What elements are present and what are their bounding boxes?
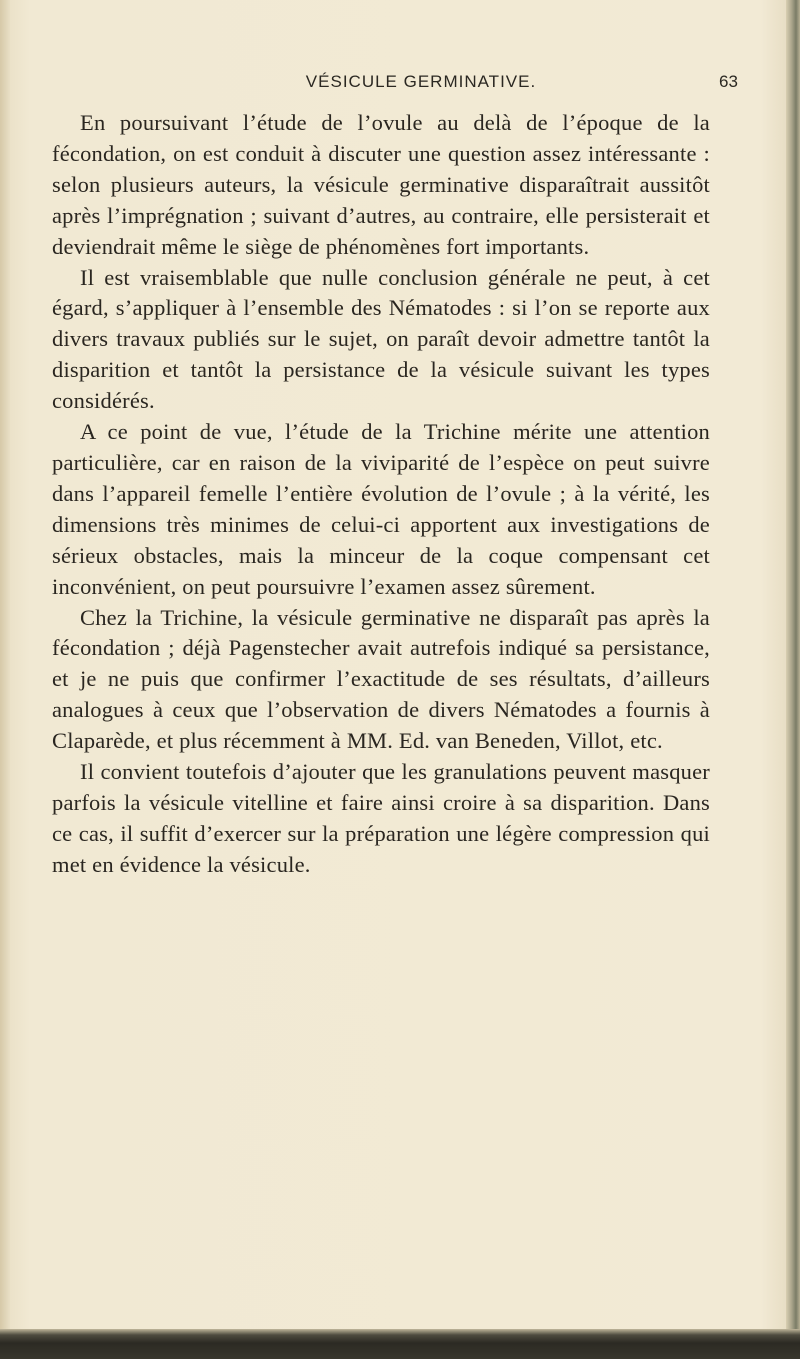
page-left-edge <box>0 0 10 1359</box>
paragraph: En poursuivant l’étude de l’ovule au delà de l’époque de la fécondation, on est conduit à discuter une question assez intéressante : selon plusieurs auteurs, la vésicule germinative disparaîtrait aussitôt après l’imprégnation ; suivant d’autres, au contraire, elle persisterait et deviendrait même le siège de phénomènes fort importants. <box>52 110 710 259</box>
page-header <box>68 72 788 96</box>
page-number: 63 <box>719 72 738 91</box>
paragraph: Il convient toutefois d’ajouter que les granulations peuvent masquer parfois la vésicule vitelline et faire ainsi croire à sa disparition. Dans ce cas, il suffit d’exercer sur la préparation une légère compression qui met en évidence la vésicule. <box>52 759 710 877</box>
page-bottom-shadow <box>0 1329 800 1359</box>
paragraph: A ce point de vue, l’étude de la Trichine mérite une attention particulière, car en raison de la viviparité de l’espèce on peut suivre dans l’appareil femelle l’entière évolution de l’ovule ; à la vérité, les dimensions très minimes de celui-ci apportent aux investigations de sérieux obstacles, mais la minceur de la coque compensant cet inconvénient, on peut poursuivre l’examen assez sûrement. <box>52 419 710 599</box>
body-text <box>52 108 710 881</box>
page-binding-edge <box>786 0 800 1359</box>
running-head: VÉSICULE GERMINATIVE. <box>305 72 537 91</box>
paragraph: Chez la Trichine, la vésicule germinative ne disparaît pas après la fécondation ; déjà Pagenstecher avait autrefois indiqué sa persistance, et je ne puis que confirmer l’exactitude de ses résultats, d’ailleurs analogues à ceux que l’observation de divers Nématodes a fournis à Claparède, et plus récemment à MM. Ed. van Beneden, Villot, etc. <box>52 604 710 754</box>
paragraph: Il est vraisemblable que nulle conclusion générale ne peut, à cet égard, s’appliquer à l’ensemble des Nématodes : si l’on se reporte aux divers travaux publiés sur le sujet, on paraît devoir admettre tantôt la disparition et tantôt la persistance de la vésicule suivant les types considérés. <box>52 264 710 414</box>
